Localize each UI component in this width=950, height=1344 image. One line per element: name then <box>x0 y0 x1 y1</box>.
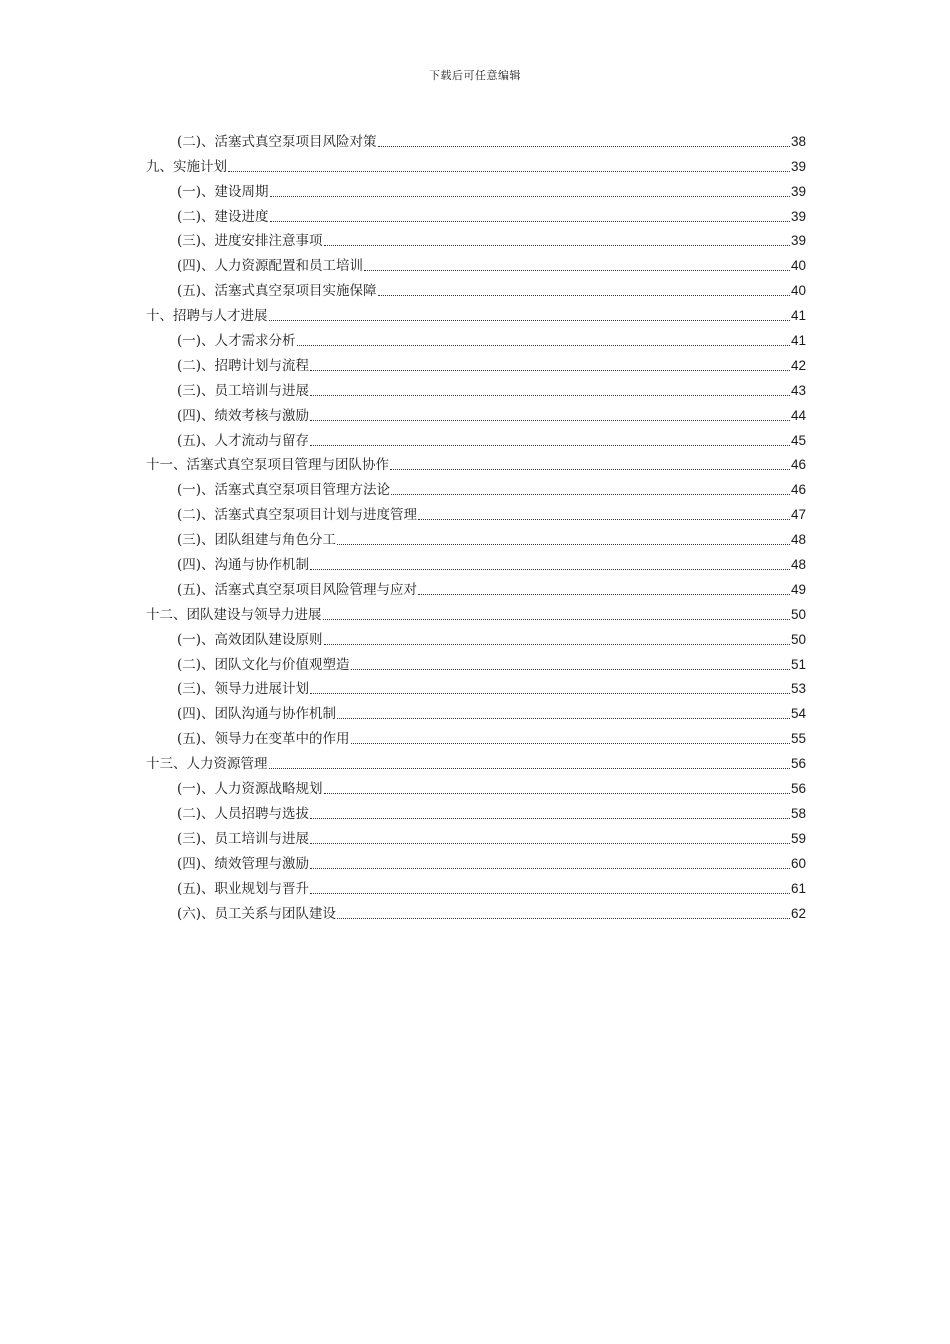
toc-entry-title: (二)、人员招聘与选拔 <box>177 805 310 822</box>
toc-dot-leader <box>310 569 790 570</box>
toc-entry-title: (一)、人才需求分析 <box>177 333 296 350</box>
toc-dot-leader <box>418 594 790 595</box>
toc-dot-leader <box>228 171 790 172</box>
toc-entry[interactable] <box>146 400 806 425</box>
toc-entry-page-number: 39 <box>790 183 806 199</box>
toc-entry[interactable] <box>146 250 806 275</box>
toc-entry[interactable] <box>146 275 806 300</box>
toc-entry-page-number: 41 <box>790 333 806 349</box>
toc-dot-leader <box>310 693 790 694</box>
toc-entry-page-number: 48 <box>790 532 806 548</box>
toc-dot-leader <box>418 519 790 520</box>
toc-entry-page-number: 44 <box>790 407 806 423</box>
toc-entry-page-number: 40 <box>790 258 806 274</box>
toc-entry-title: (四)、沟通与协作机制 <box>177 557 310 574</box>
toc-entry-title: (五)、人才流动与留存 <box>177 432 310 449</box>
toc-dot-leader <box>310 868 790 869</box>
toc-entry-page-number: 46 <box>790 482 806 498</box>
toc-entry[interactable] <box>146 499 806 524</box>
toc-entry-title: 十三、人力资源管理 <box>146 756 268 773</box>
toc-entry-title: (四)、绩效考核与激励 <box>177 407 310 424</box>
toc-entry-title: (二)、建设进度 <box>177 208 269 225</box>
toc-dot-leader <box>310 445 790 446</box>
toc-entry-page-number: 60 <box>790 855 806 871</box>
toc-entry-title: (二)、团队文化与价值观塑造 <box>177 656 350 673</box>
toc-dot-leader <box>378 295 790 296</box>
toc-entry-title: (四)、绩效管理与激励 <box>177 855 310 872</box>
toc-entry[interactable] <box>146 798 806 823</box>
toc-entry[interactable] <box>146 873 806 898</box>
toc-dot-leader <box>337 918 790 919</box>
toc-entry-title: (四)、人力资源配置和员工培训 <box>177 258 364 275</box>
toc-entry[interactable] <box>146 823 806 848</box>
toc-dot-leader <box>391 494 790 495</box>
toc-entry[interactable] <box>146 698 806 723</box>
toc-dot-leader <box>324 644 790 645</box>
toc-entry-page-number: 39 <box>790 233 806 249</box>
toc-entry[interactable] <box>146 226 806 251</box>
toc-dot-leader <box>269 320 790 321</box>
toc-entry[interactable] <box>146 375 806 400</box>
toc-entry[interactable] <box>146 674 806 699</box>
toc-entry[interactable] <box>146 450 806 475</box>
toc-entry-page-number: 56 <box>790 781 806 797</box>
toc-dot-leader <box>337 718 790 719</box>
toc-entry[interactable] <box>146 524 806 549</box>
toc-entry-title: (一)、高效团队建设原则 <box>177 631 323 648</box>
toc-dot-leader <box>310 395 790 396</box>
toc-entry-title: 十、招聘与人才进展 <box>146 308 268 325</box>
toc-dot-leader <box>337 544 790 545</box>
toc-entry-page-number: 48 <box>790 557 806 573</box>
toc-entry[interactable] <box>146 599 806 624</box>
toc-dot-leader <box>310 370 790 371</box>
toc-dot-leader <box>310 818 790 819</box>
toc-dot-leader <box>324 793 790 794</box>
toc-entry-page-number: 42 <box>790 357 806 373</box>
toc-entry[interactable] <box>146 325 806 350</box>
toc-entry-page-number: 49 <box>790 581 806 597</box>
toc-entry[interactable] <box>146 126 806 151</box>
toc-entry[interactable] <box>146 624 806 649</box>
toc-entry-title: (五)、活塞式真空泵项目实施保障 <box>177 283 377 300</box>
toc-entry-page-number: 56 <box>790 756 806 772</box>
toc-entry-page-number: 51 <box>790 656 806 672</box>
toc-entry-title: (二)、活塞式真空泵项目风险对策 <box>177 133 377 150</box>
toc-entry-page-number: 54 <box>790 706 806 722</box>
toc-entry-title: (五)、活塞式真空泵项目风险管理与应对 <box>177 581 418 598</box>
toc-dot-leader <box>323 619 790 620</box>
table-of-contents <box>146 126 806 923</box>
toc-entry[interactable] <box>146 300 806 325</box>
toc-entry-title: (二)、活塞式真空泵项目计划与进度管理 <box>177 507 418 524</box>
toc-entry-title: (四)、团队沟通与协作机制 <box>177 706 337 723</box>
toc-dot-leader <box>270 221 790 222</box>
toc-entry[interactable] <box>146 176 806 201</box>
toc-dot-leader <box>310 893 790 894</box>
toc-entry[interactable] <box>146 748 806 773</box>
toc-dot-leader <box>324 245 790 246</box>
toc-entry-title: (三)、团队组建与角色分工 <box>177 532 337 549</box>
toc-entry-title: (一)、建设周期 <box>177 183 269 200</box>
toc-entry-page-number: 43 <box>790 382 806 398</box>
toc-dot-leader <box>351 743 790 744</box>
toc-dot-leader <box>310 420 790 421</box>
toc-entry-title: (三)、领导力进展计划 <box>177 681 310 698</box>
toc-entry-title: (五)、职业规划与晋升 <box>177 880 310 897</box>
toc-entry-title: 十一、活塞式真空泵项目管理与团队协作 <box>146 457 389 474</box>
toc-entry-page-number: 59 <box>790 830 806 846</box>
toc-entry-page-number: 39 <box>790 208 806 224</box>
page-header: 下载后可任意编辑 <box>429 69 521 82</box>
toc-entry-page-number: 61 <box>790 880 806 896</box>
toc-entry[interactable] <box>146 898 806 923</box>
toc-entry-page-number: 41 <box>790 308 806 324</box>
toc-entry[interactable] <box>146 201 806 226</box>
toc-entry-title: (三)、进度安排注意事项 <box>177 233 323 250</box>
toc-entry[interactable] <box>146 574 806 599</box>
toc-entry-title: (三)、员工培训与进展 <box>177 830 310 847</box>
toc-entry-page-number: 53 <box>790 681 806 697</box>
toc-entry-page-number: 40 <box>790 283 806 299</box>
toc-entry-title: (五)、领导力在变革中的作用 <box>177 731 350 748</box>
toc-entry-page-number: 38 <box>790 133 806 149</box>
toc-entry-title: (一)、活塞式真空泵项目管理方法论 <box>177 482 391 499</box>
toc-entry-page-number: 58 <box>790 805 806 821</box>
toc-entry[interactable] <box>146 350 806 375</box>
toc-entry[interactable] <box>146 151 806 176</box>
toc-entry[interactable] <box>146 773 806 798</box>
toc-entry-title: 九、实施计划 <box>146 158 227 175</box>
toc-entry-title: (六)、员工关系与团队建设 <box>177 905 337 922</box>
toc-dot-leader <box>297 345 790 346</box>
toc-dot-leader <box>351 669 790 670</box>
toc-entry-page-number: 62 <box>790 905 806 921</box>
toc-dot-leader <box>378 146 790 147</box>
toc-dot-leader <box>310 843 790 844</box>
toc-entry[interactable] <box>146 848 806 873</box>
toc-entry[interactable] <box>146 474 806 499</box>
toc-entry-title: (一)、人力资源战略规划 <box>177 781 323 798</box>
toc-entry-page-number: 45 <box>790 432 806 448</box>
toc-dot-leader <box>390 469 790 470</box>
toc-entry[interactable] <box>146 723 806 748</box>
toc-entry-page-number: 55 <box>790 731 806 747</box>
toc-entry-title: (三)、员工培训与进展 <box>177 382 310 399</box>
toc-entry-page-number: 47 <box>790 507 806 523</box>
toc-dot-leader <box>269 768 790 769</box>
toc-entry-page-number: 50 <box>790 606 806 622</box>
toc-entry-page-number: 39 <box>790 158 806 174</box>
toc-entry-page-number: 50 <box>790 631 806 647</box>
toc-entry[interactable] <box>146 425 806 450</box>
toc-entry[interactable] <box>146 649 806 674</box>
toc-dot-leader <box>364 270 790 271</box>
toc-entry-page-number: 46 <box>790 457 806 473</box>
toc-entry-title: (二)、招聘计划与流程 <box>177 357 310 374</box>
toc-entry[interactable] <box>146 549 806 574</box>
toc-entry-title: 十二、团队建设与领导力进展 <box>146 606 322 623</box>
toc-dot-leader <box>270 196 790 197</box>
